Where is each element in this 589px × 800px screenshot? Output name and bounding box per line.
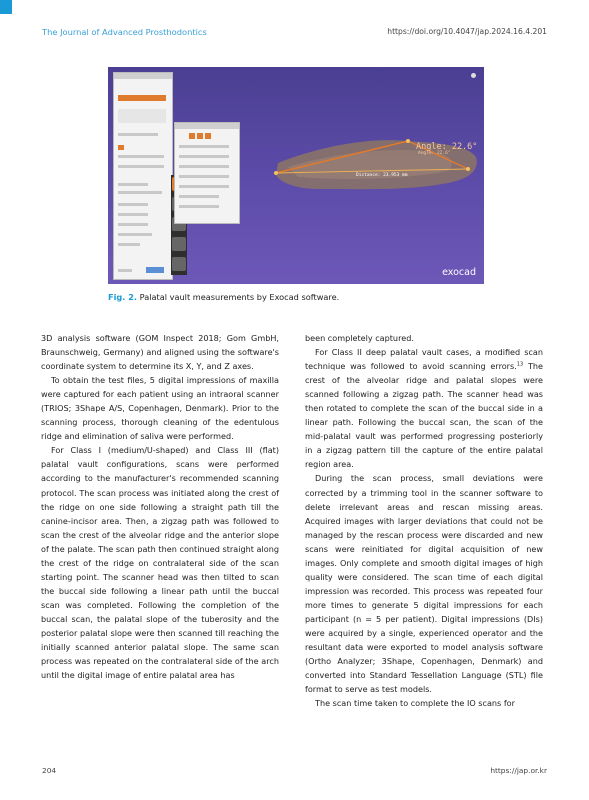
figure-caption-label: Fig. 2.	[108, 292, 138, 302]
corner-accent	[0, 0, 12, 14]
paragraph: To obtain the test files, 5 digital impressions of maxilla were captured for each patient using an intraoral scanner (TRIOS; 3Shape A/S, Copenhagen, Denmark). Prior to the scanning process, thorough cleaning of the edentulous ridge and elimination of saliva were performed.	[41, 375, 279, 442]
paragraph: 3D analysis software (GOM Inspect 2018; Gom GmbH, Braunschweig, Germany) and aligned using the software's coordinate system to determine its X, Y, and Z axes.	[41, 333, 279, 372]
paragraph: The scan time taken to complete the IO scans for	[315, 698, 515, 709]
figure-caption-text: Palatal vault measurements by Exocad software.	[137, 292, 340, 302]
journal-title: The Journal of Advanced Prosthodontics	[42, 27, 207, 37]
left-column	[41, 331, 279, 682]
palatal-model-view	[108, 67, 484, 284]
distance-label: Distance: 23.953 mm	[356, 173, 408, 178]
angle-label-large: Angle: 22.6°	[416, 142, 478, 152]
paragraph-text: The crest of the alveolar ridge and palatal slopes were scanned following a zigzag path. The scanner head was then rotated to complete the scan of the buccal side in a linear path. Following the buccal scan, the scan of the mid-palatal vault was performed progressing posteriorly in a zigzag pattern till the capture of the entire palatal region area.	[305, 361, 543, 470]
right-column	[305, 331, 543, 710]
reference-number[interactable]: 13	[516, 361, 524, 368]
paragraph: been completely captured.	[305, 333, 414, 343]
paragraph: For Class I (medium/U-shaped) and Class III (flat) palatal vault configurations, scans were performed according to the manufacturer's recommended scanning protocol. The scan process was initiated along the crest of the ridge on one side following a straight path till the canine-incisor area. Then, a zigzag path was followed to scan the crest of the alveolar ridge and the anterior slope of the palate. The scan path then continued straight along the crest of the ridge on contralateral side of the scan starting point. The scanner head was then tilted to scan the buccal side following a linear path until the buccal scan was completed. Following the completion of the buccal scan, the palatal slope of the tuberosity and the posterior palatal slope were then scanned till reaching the initially scanned anterior palatal slope. The same scan process was repeated on the contralateral side of the arch until the digital image of entire palatal area has	[41, 445, 279, 681]
doi-link[interactable]: https://doi.org/10.4047/jap.2024.16.4.201	[387, 27, 547, 36]
angle-label-small: Angle: 22.6°	[418, 151, 451, 156]
paragraph	[305, 345, 543, 471]
page-number: 204	[42, 766, 57, 775]
figure-exocad-screenshot	[108, 67, 484, 284]
paragraph: During the scan process, small deviations were corrected by a trimming tool in the scanner software to delete irrelevant areas and rescan missing areas. Acquired images with larger deviations that could not be managed by the rescan process were discarded and new scans were reinitiated for digital acquisition of new images. Only complete and smooth digital images of high quality were considered. The scan time of each digital impression was recorded. This process was repeated four more times to generate 5 digital impressions for each participant (n = 5 per patient). Digital impressions (DIs) were acquired by a single, experienced operator and the resultant data were exported to model analysis software (Ortho Analyzer; 3Shape, Copenhagen, Denmark) and converted into Standard Tessellation Language (STL) file format to serve as test models.	[305, 473, 543, 695]
footer-url[interactable]: https://jap.or.kr	[490, 766, 547, 775]
figure-caption	[108, 292, 339, 302]
exocad-logo: exocad	[442, 267, 476, 278]
view-close-icon[interactable]	[471, 73, 476, 78]
paragraph-text: For Class II deep palatal vault cases, a modified scan technique was followed to avoid scanning errors.	[305, 347, 543, 372]
